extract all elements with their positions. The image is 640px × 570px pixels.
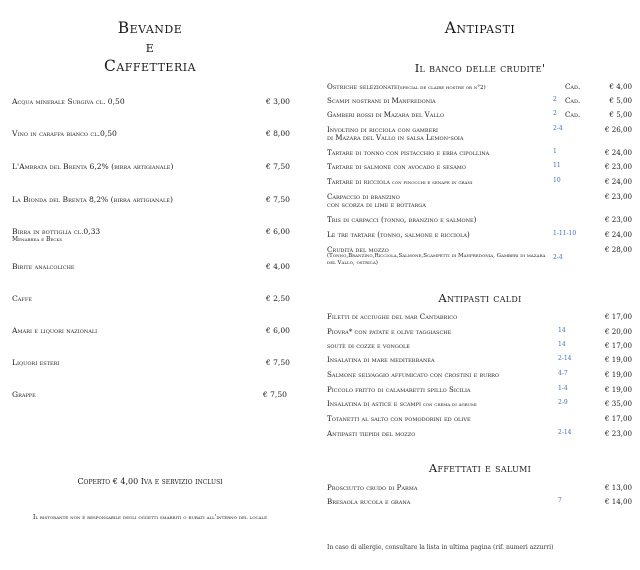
menu-item [327, 414, 632, 426]
item-price: € 17,00 [604, 341, 632, 350]
item-price: € 5,00 [609, 110, 632, 119]
drink-price: € 4,00 [265, 262, 290, 271]
menu-item [327, 355, 632, 367]
section-heading: Il banco delle crudite' [414, 61, 546, 75]
menu-item [327, 399, 632, 411]
item-name [327, 82, 486, 91]
drink-item [12, 390, 290, 404]
allergen-ref: 1-11-10 [553, 230, 577, 237]
drink-name: Liquori esteri [12, 358, 60, 367]
drink-price: € 6,00 [265, 227, 290, 236]
allergen-ref: 14 [558, 327, 566, 334]
item-price: € 35,00 [604, 399, 632, 408]
drink-item [12, 358, 290, 372]
item-name: Le tre tartare (tonno, salmone e ricciola) [327, 230, 470, 239]
menu-item [327, 327, 632, 339]
drink-name: Amari e liquori nazionali [12, 326, 98, 335]
item-price: € 19,00 [604, 385, 632, 394]
item-unit: Cad. [565, 82, 581, 91]
drink-item [12, 262, 290, 276]
allergen-ref: 2-14 [558, 355, 572, 362]
cover-charge-note: Coperto € 4,00 Iva e servizio inclusi [77, 477, 223, 486]
drink-subtitle: Menabrea e Becks [12, 236, 63, 243]
item-price: € 23,00 [604, 429, 632, 438]
item-name-text: Insalatina di astice e scampi [327, 399, 421, 408]
allergen-ref: 14 [558, 341, 566, 348]
item-name: Bresaola rucola e grana [327, 497, 411, 506]
menu-item [327, 497, 632, 509]
drinks-title-line: e [145, 38, 155, 56]
drink-name: Bibite analcoliche [12, 262, 75, 271]
item-name: Tartare di salmone con avocado e sesamo [327, 162, 467, 171]
drink-item [12, 294, 290, 308]
menu-item [327, 230, 632, 242]
allergen-ref: 7 [558, 497, 562, 504]
item-description: (Tonno,Branzino,Ricciola,Salmone,Scampetti di Manfredonia, Gamberi di mazara del Vallo, ostrica) [327, 253, 546, 266]
item-name-line2: con scorza di lime e bottarga [327, 200, 426, 209]
allergen-ref: 1-4 [558, 385, 568, 392]
menu-item [327, 385, 632, 397]
item-price: € 23,00 [604, 192, 632, 201]
item-price: € 14,00 [604, 497, 632, 506]
item-price: € 24,00 [604, 148, 632, 157]
drink-name: Caffè [12, 294, 33, 303]
drink-price: € 6,00 [265, 326, 290, 335]
item-detail: con crema di agrumi [420, 402, 477, 408]
allergen-ref: 2 [553, 110, 557, 117]
item-price: € 20,00 [604, 327, 632, 336]
item-unit: Cad. [565, 96, 581, 105]
drink-item [12, 227, 290, 247]
menu-item [327, 96, 632, 108]
item-name: Carpaccio di branzino [327, 192, 400, 201]
item-name: Crudità del mozzo [327, 245, 389, 254]
drink-price: € 8,00 [265, 129, 290, 138]
item-name: Piccolo fritto di calamaretti spillo Sicilia [327, 385, 471, 394]
item-price: € 26,00 [604, 125, 632, 134]
item-name [327, 399, 477, 408]
allergen-ref: 2-4 [553, 254, 563, 261]
drink-item [12, 195, 290, 209]
allergen-ref: 4-7 [558, 370, 568, 377]
allergen-ref: 2-14 [558, 429, 572, 436]
item-price: € 4,00 [609, 82, 632, 91]
item-name: Filetti di acciughe del mar Cantabrico [327, 312, 458, 321]
item-name: Totanetti al salto con pomodorini ed olive [327, 414, 471, 423]
item-price: € 24,00 [604, 230, 632, 239]
item-name: Involtino di ricciola con gamberi [327, 125, 438, 134]
section-heading: Affettati e salumi [428, 461, 532, 475]
drink-name: Acqua minerale Surgiva cl. 0,50 [12, 97, 125, 106]
drink-price: € 2,50 [265, 294, 290, 303]
item-price: € 24,00 [604, 177, 632, 186]
menu-item [327, 148, 632, 160]
drink-item [12, 326, 290, 340]
item-name [327, 177, 473, 186]
drink-item [12, 129, 290, 143]
item-name: Scampi nostrani di Manfredonia [327, 96, 436, 105]
item-detail: con finocchi e senape in grani [390, 180, 473, 186]
item-price: € 5,00 [609, 96, 632, 105]
menu-item [327, 177, 632, 189]
drink-item [12, 97, 290, 111]
section-heading: Antipasti caldi [438, 291, 522, 305]
menu-item [327, 215, 632, 227]
menu-item [327, 125, 632, 145]
menu-item [327, 192, 632, 212]
item-name: Insalatina di mare mediterranea [327, 355, 435, 364]
drink-price: € 7,50 [265, 358, 290, 367]
allergen-ref: 10 [553, 177, 561, 184]
item-name-line2: di Mazara del Vallo in salsa Lemon-soia [327, 133, 464, 142]
item-price: € 19,00 [604, 355, 632, 364]
item-name-text: Ostriche selezionate [327, 82, 398, 91]
item-name: soutè di cozze e vongole [327, 341, 410, 350]
item-price: € 23,00 [604, 162, 632, 171]
item-name: Tartare di tonno con pistacchio e erba cipollina [327, 148, 490, 157]
menu-item [327, 483, 632, 495]
item-detail: (special de claire hostre or n°2) [397, 85, 486, 91]
drink-price: € 3,00 [265, 97, 290, 106]
drink-name: Vino in caraffa bianco cl.0,50 [12, 129, 117, 138]
menu-item [327, 162, 632, 174]
antipasti-title: Antipasti [444, 19, 516, 37]
drink-item [12, 162, 290, 176]
item-name: Gamberi rossi di Mazara del Vallo [327, 110, 445, 119]
allergy-note: In caso di allergie, consultare la lista in ultima pagina (rif. numeri azzurri) [327, 544, 554, 551]
item-price: € 17,00 [604, 414, 632, 423]
drink-price: € 7,50 [265, 195, 290, 204]
menu-item [327, 341, 632, 353]
menu-item [327, 370, 632, 382]
item-price: € 19,00 [604, 370, 632, 379]
item-name: Prosciutto crudo di Parma [327, 483, 418, 492]
allergen-ref: 2-9 [558, 399, 568, 406]
item-name: Tris di carpacci (tonno, branzino e salmone) [327, 215, 477, 224]
drinks-title [0, 19, 300, 76]
item-price: € 28,00 [604, 245, 632, 254]
drinks-title-line: Bevande [117, 19, 183, 37]
allergen-ref: 2-4 [553, 125, 563, 132]
item-name: Salmone selvaggio affumicato con crostini e burro [327, 370, 500, 379]
item-price: € 23,00 [604, 215, 632, 224]
disclaimer: Il ristorante non è responsabile degli oggetti smarriti o rubati all'interno del locale [32, 514, 268, 521]
drink-name: La Bionda del Brenta 8,2% (birra artigianale) [12, 195, 173, 204]
item-name: Piovra* con patate e olive taggiasche [327, 327, 452, 336]
drink-name: Birra in bottiglia cl.0,33 [12, 227, 101, 236]
drink-price: € 7,50 [262, 390, 287, 399]
drink-name: L'Ambrata del Brenta 6,2% (birra artigianale) [12, 162, 174, 171]
drink-price: € 7,50 [265, 162, 290, 171]
drink-name: Grappe [12, 390, 36, 399]
item-price: € 17,00 [604, 312, 632, 321]
item-unit: Cad. [565, 110, 581, 119]
allergen-ref: 11 [553, 162, 561, 169]
menu-item [327, 82, 632, 94]
menu-item [327, 429, 632, 441]
allergen-ref: 2 [553, 96, 557, 103]
item-name: Antipasti tiepidi del mozzo [327, 429, 416, 438]
menu-item [327, 245, 632, 271]
allergen-ref: 1 [553, 148, 557, 155]
drinks-title-line: Caffetteria [103, 57, 197, 75]
item-name-text: Tartare di ricciola [327, 177, 390, 186]
menu-item [327, 110, 632, 122]
item-price: € 13,00 [604, 483, 632, 492]
menu-item [327, 312, 632, 324]
